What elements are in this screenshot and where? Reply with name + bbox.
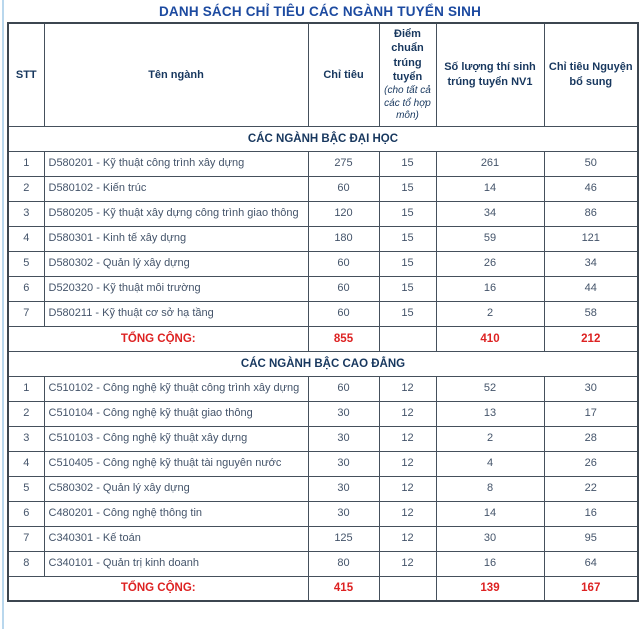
table-row [8,501,638,526]
score-cell: 15 [379,201,436,226]
quota-cell: 60 [308,301,379,326]
nv1-count-cell: 16 [436,551,544,576]
nv1-count-cell: 59 [436,226,544,251]
quota-cell: 30 [308,476,379,501]
table-row [8,201,638,226]
score-cell: 15 [379,151,436,176]
supplement-quota-cell: 44 [544,276,638,301]
score-cell: 12 [379,551,436,576]
nv1-count-cell: 16 [436,276,544,301]
quota-cell: 275 [308,151,379,176]
table-header-row [8,23,638,126]
stt-cell: 1 [8,151,44,176]
total-row [8,576,638,601]
column-header-quota: Chỉ tiêu [308,23,379,126]
table-row [8,551,638,576]
nv1-count-cell: 8 [436,476,544,501]
supplement-quota-cell: 50 [544,151,638,176]
stt-cell: 8 [8,551,44,576]
score-cell: 12 [379,376,436,401]
stt-cell: 3 [8,426,44,451]
supplement-quota-cell: 34 [544,251,638,276]
quota-cell: 180 [308,226,379,251]
total-score-cell [379,326,436,351]
score-cell: 15 [379,276,436,301]
nv1-count-cell: 30 [436,526,544,551]
stt-cell: 4 [8,451,44,476]
nv1-count-cell: 4 [436,451,544,476]
score-cell: 12 [379,401,436,426]
supplement-quota-cell: 121 [544,226,638,251]
major-name-cell: D580211 - Kỹ thuật cơ sở hạ tầng [44,301,308,326]
left-edge-line [2,0,4,629]
supplement-quota-cell: 17 [544,401,638,426]
table-row [8,526,638,551]
nv1-count-cell: 14 [436,176,544,201]
column-header-score [379,23,436,126]
section-header-row [8,126,638,151]
nv1-count-cell: 26 [436,251,544,276]
quota-cell: 30 [308,401,379,426]
quota-cell: 125 [308,526,379,551]
table-row [8,176,638,201]
major-name-cell: C340301 - Kế toán [44,526,308,551]
column-header-supplement-quota: Chỉ tiêu Nguyện bổ sung [544,23,638,126]
nv1-count-cell: 13 [436,401,544,426]
major-name-cell: C510102 - Công nghệ kỹ thuật công trình xây dựng [44,376,308,401]
nv1-count-cell: 34 [436,201,544,226]
quota-cell: 60 [308,376,379,401]
table-row [8,276,638,301]
stt-cell: 5 [8,476,44,501]
supplement-quota-cell: 30 [544,376,638,401]
quota-cell: 60 [308,251,379,276]
page-title: DANH SÁCH CHỈ TIÊU CÁC NGÀNH TUYỂN SINH [158,4,482,19]
table-body [8,126,638,601]
score-cell: 12 [379,526,436,551]
total-score-cell [379,576,436,601]
total-quota-cell: 855 [308,326,379,351]
supplement-quota-cell: 86 [544,201,638,226]
major-name-cell: D580301 - Kinh tế xây dựng [44,226,308,251]
stt-cell: 6 [8,276,44,301]
total-supplement-cell: 167 [544,576,638,601]
quota-cell: 30 [308,451,379,476]
supplement-quota-cell: 95 [544,526,638,551]
table-row [8,251,638,276]
quota-cell: 80 [308,551,379,576]
quota-cell: 60 [308,276,379,301]
column-header-score-main: Điểm chuẩn trúng tuyển [391,27,424,83]
table-row [8,401,638,426]
score-cell: 12 [379,451,436,476]
major-name-cell: D580302 - Quản lý xây dựng [44,251,308,276]
column-header-major-name: Tên ngành [44,23,308,126]
major-name-cell: D580201 - Kỹ thuật công trình xây dựng [44,151,308,176]
table-row [8,426,638,451]
major-name-cell: C510103 - Công nghệ kỹ thuật xây dựng [44,426,308,451]
stt-cell: 2 [8,401,44,426]
score-cell: 12 [379,501,436,526]
table-row [8,451,638,476]
total-label-cell: TỔNG CỘNG: [8,326,308,351]
stt-cell: 7 [8,301,44,326]
score-cell: 15 [379,301,436,326]
major-name-cell: C510405 - Công nghệ kỹ thuật tài nguyên nước [44,451,308,476]
major-name-cell: C580302 - Quản lý xây dựng [44,476,308,501]
nv1-count-cell: 261 [436,151,544,176]
stt-cell: 5 [8,251,44,276]
score-cell: 12 [379,426,436,451]
score-cell: 15 [379,251,436,276]
total-nv1-cell: 410 [436,326,544,351]
total-row [8,326,638,351]
section-title: CÁC NGÀNH BẬC ĐẠI HỌC [8,126,638,151]
stt-cell: 1 [8,376,44,401]
column-header-stt: STT [8,23,44,126]
supplement-quota-cell: 26 [544,451,638,476]
column-header-nv1-count: Số lượng thí sinh trúng tuyển NV1 [436,23,544,126]
major-name-cell: D580102 - Kiến trúc [44,176,308,201]
quota-cell: 30 [308,426,379,451]
admission-quota-table [7,22,639,602]
nv1-count-cell: 2 [436,301,544,326]
stt-cell: 3 [8,201,44,226]
quota-cell: 60 [308,176,379,201]
total-supplement-cell: 212 [544,326,638,351]
score-cell: 15 [379,226,436,251]
supplement-quota-cell: 28 [544,426,638,451]
section-title: CÁC NGÀNH BẬC CAO ĐẲNG [8,351,638,376]
supplement-quota-cell: 16 [544,501,638,526]
total-nv1-cell: 139 [436,576,544,601]
table-row [8,151,638,176]
supplement-quota-cell: 64 [544,551,638,576]
supplement-quota-cell: 22 [544,476,638,501]
nv1-count-cell: 14 [436,501,544,526]
total-label-cell: TỔNG CỘNG: [8,576,308,601]
major-name-cell: C340101 - Quản trị kinh doanh [44,551,308,576]
section-header-row [8,351,638,376]
major-name-cell: C480201 - Công nghệ thông tin [44,501,308,526]
stt-cell: 4 [8,226,44,251]
table-row [8,226,638,251]
quota-cell: 120 [308,201,379,226]
quota-cell: 30 [308,501,379,526]
score-cell: 12 [379,476,436,501]
total-quota-cell: 415 [308,576,379,601]
stt-cell: 7 [8,526,44,551]
nv1-count-cell: 2 [436,426,544,451]
supplement-quota-cell: 46 [544,176,638,201]
supplement-quota-cell: 58 [544,301,638,326]
table-row [8,376,638,401]
table-row [8,301,638,326]
major-name-cell: D520320 - Kỹ thuật môi trường [44,276,308,301]
stt-cell: 2 [8,176,44,201]
major-name-cell: C510104 - Công nghệ kỹ thuật giao thông [44,401,308,426]
table-row [8,476,638,501]
nv1-count-cell: 52 [436,376,544,401]
stt-cell: 6 [8,501,44,526]
score-cell: 15 [379,176,436,201]
column-header-score-note: (cho tất cả các tổ hợp môn) [384,85,431,122]
major-name-cell: D580205 - Kỹ thuật xây dựng công trình giao thông [44,201,308,226]
